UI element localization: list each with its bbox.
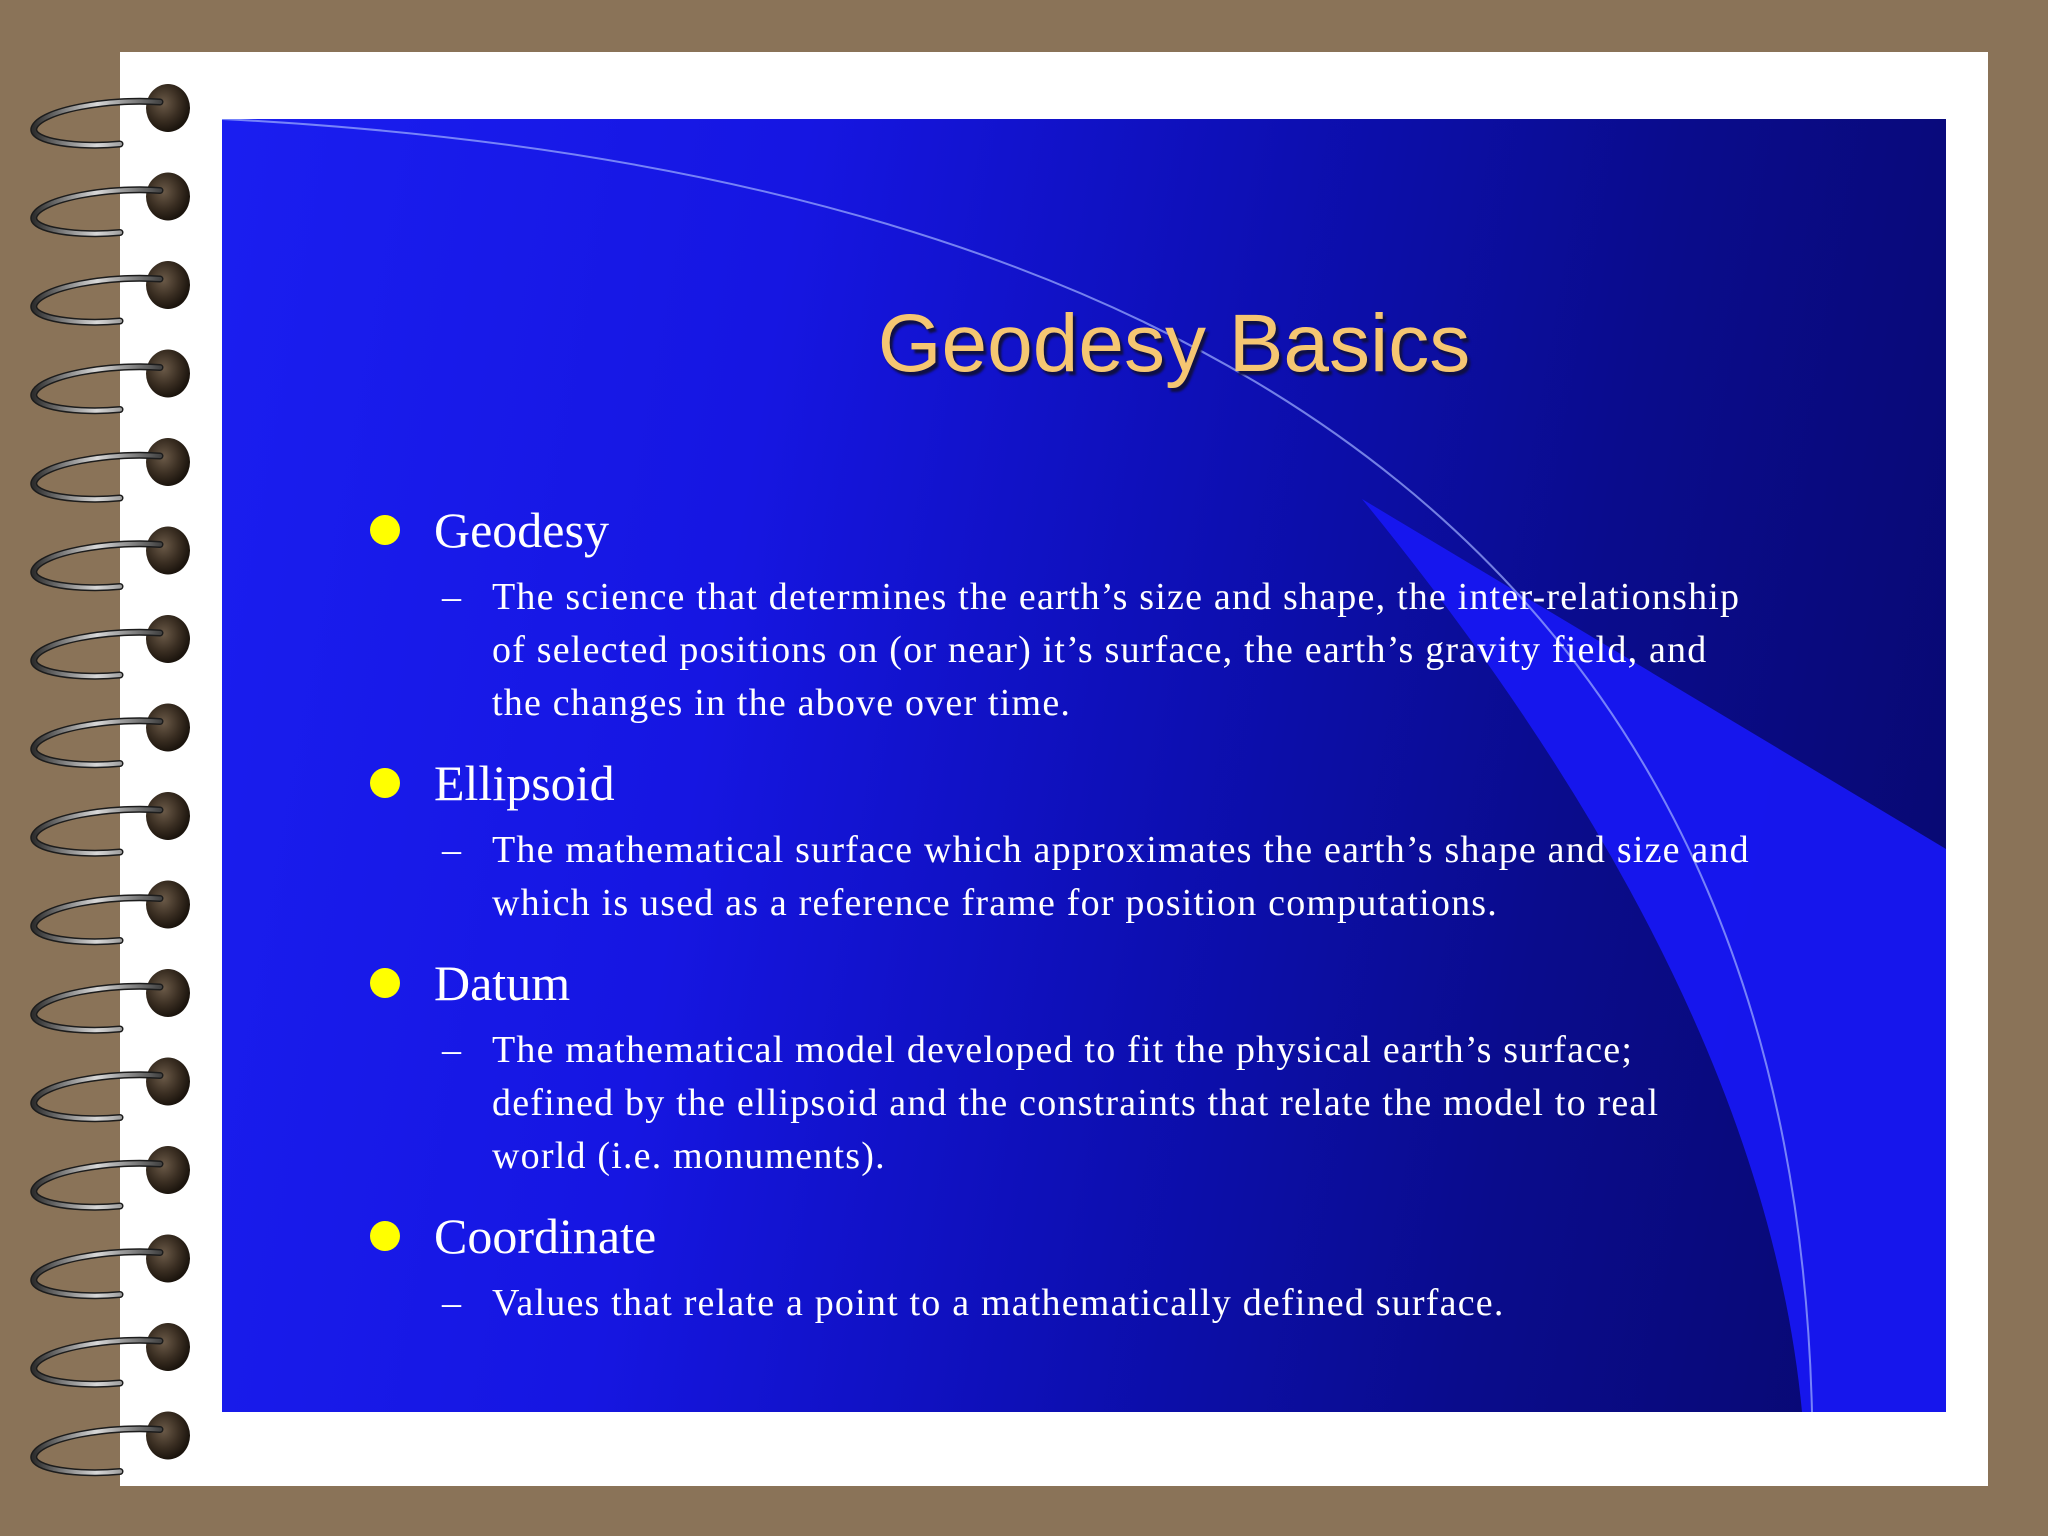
list-item-ellipsoid: [362, 752, 1782, 930]
spiral-ring-icon: [34, 1058, 190, 1119]
circle-bullet-icon: [370, 968, 400, 998]
list-item-coordinate: [362, 1205, 1782, 1330]
term-definition: Values that relate a point to a mathematically defined surface.: [492, 1282, 1505, 1324]
term-definition: The science that determines the earth’s size and shape, the inter-relationship of selected positions on (or near) it’s surface, the earth’s gravity field, and the changes in the above over time.: [492, 576, 1741, 724]
term-label: Datum: [434, 955, 571, 1011]
spiral-ring-icon: [34, 1323, 190, 1384]
spiral-ring-icon: [34, 1235, 190, 1296]
spiral-ring-icon: [34, 84, 190, 145]
spiral-ring-icon: [34, 1146, 190, 1207]
term-definition: The mathematical model developed to fit the physical earth’s surface; defined by the ellipsoid and the constraints that relate the model to real world (i.e. monuments).: [492, 1029, 1660, 1177]
dash-marker: –: [442, 829, 461, 871]
spiral-ring-icon: [34, 350, 190, 411]
spiral-binding: [0, 0, 230, 1536]
spiral-ring-icon: [34, 438, 190, 499]
spiral-ring-icon: [34, 1412, 190, 1473]
spiral-ring-icon: [34, 881, 190, 942]
circle-bullet-icon: [370, 768, 400, 798]
circle-bullet-icon: [370, 515, 400, 545]
presentation-slide: [222, 119, 1946, 1412]
dash-marker: –: [442, 1029, 461, 1071]
dash-marker: –: [442, 1282, 461, 1324]
term-label: Geodesy: [434, 502, 609, 558]
slide-title: Geodesy Basics: [877, 298, 1471, 389]
spiral-ring-icon: [34, 969, 190, 1030]
spiral-ring-icon: [34, 615, 190, 676]
spiral-ring-icon: [34, 261, 190, 322]
list-item-geodesy: [362, 499, 1782, 730]
spiral-ring-icon: [34, 704, 190, 765]
list-item-datum: [362, 952, 1782, 1183]
spiral-ring-icon: [34, 173, 190, 234]
spiral-ring-icon: [34, 792, 190, 853]
term-label: Ellipsoid: [434, 755, 615, 811]
definition-list: [362, 499, 1782, 1352]
circle-bullet-icon: [370, 1221, 400, 1251]
term-definition: The mathematical surface which approximates the earth’s shape and size and which is used as a reference frame for position computations.: [492, 829, 1750, 924]
spiral-ring-icon: [34, 527, 190, 588]
dash-marker: –: [442, 576, 461, 618]
term-label: Coordinate: [434, 1208, 657, 1264]
